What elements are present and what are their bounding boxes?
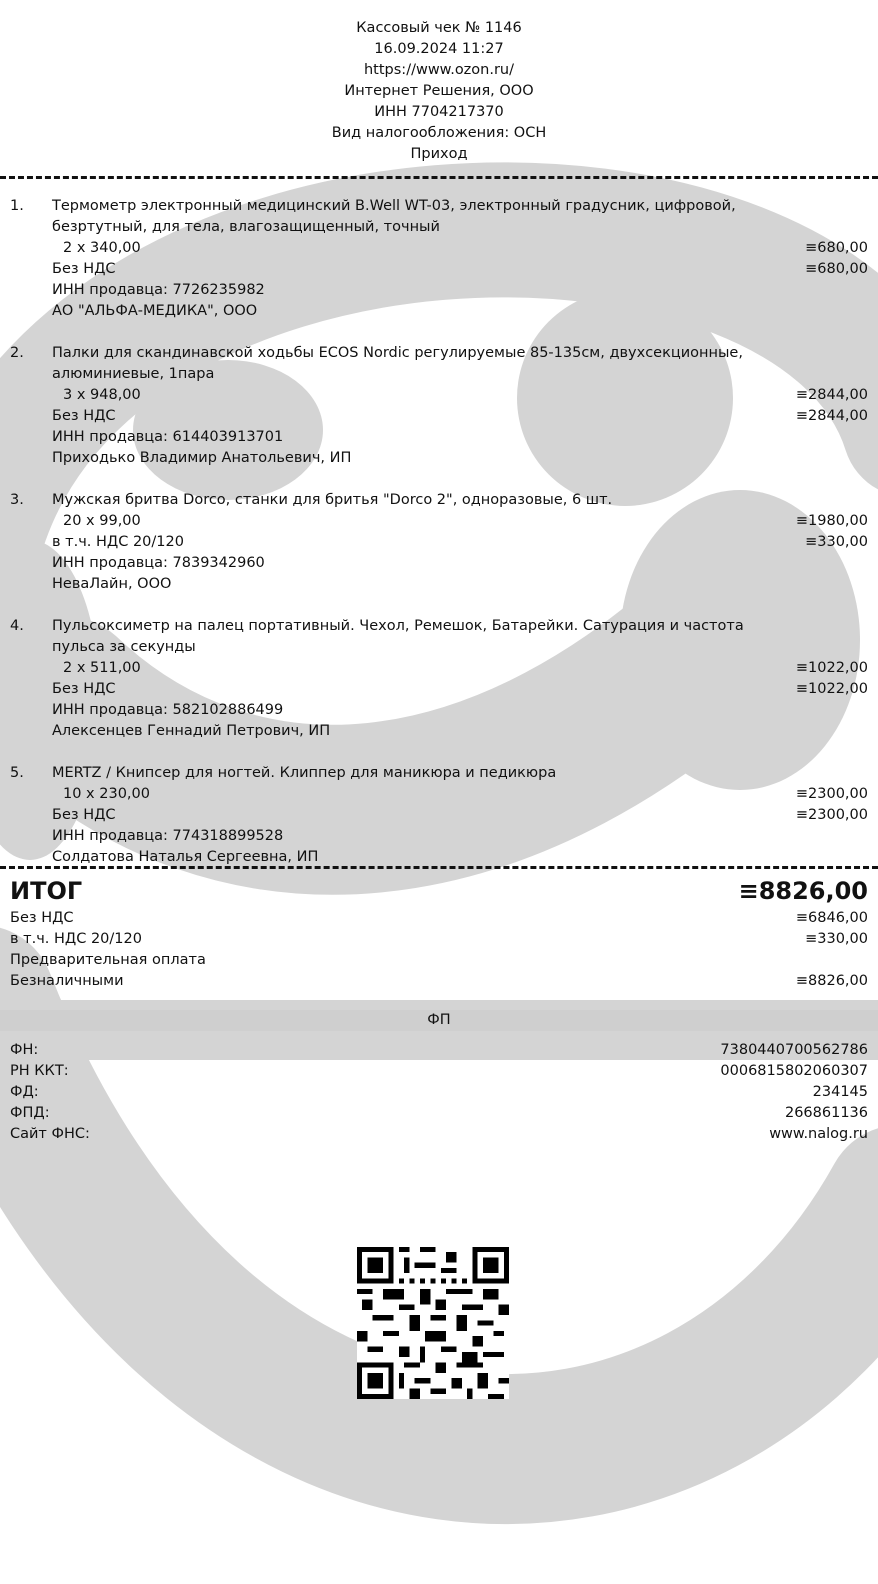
item-sum: ≡1980,00 [795,513,868,529]
item-vat: Без НДС [52,807,116,823]
fiscal-value: 7380440700562786 [720,1042,868,1058]
list-item [0,343,878,469]
item-seller: Алексенцев Геннадий Петрович, ИП [52,723,331,739]
item-vat: Без НДС [52,408,116,424]
item-sum: ≡2300,00 [795,786,868,802]
item-vat-sum: ≡2300,00 [795,807,868,823]
totals-row-label: Без НДС [10,910,74,926]
item-seller-inn: ИНН продавца: 7839342960 [52,555,265,571]
totals-section [10,876,868,992]
list-item [0,490,878,595]
items-list [0,196,878,889]
totals-row-label: Предварительная оплата [10,952,206,968]
item-name: MERTZ / Книпсер для ногтей. Клиппер для маникюра и педикюра [52,765,557,781]
fiscal-label: РН ККТ: [10,1063,69,1079]
fiscal-value: 266861136 [784,1105,868,1121]
totals-row-value: ≡330,00 [805,931,868,947]
item-vat: в т.ч. НДС 20/120 [52,534,184,550]
item-seller: НеваЛайн, ООО [52,576,172,592]
item-vat: Без НДС [52,681,116,697]
item-number: 3. [10,492,24,508]
fiscal-label: ФПД: [10,1105,50,1121]
item-seller-inn: ИНН продавца: 7726235982 [52,282,265,298]
fiscal-value: 234145 [812,1084,868,1100]
merchant-inn: ИНН 7704217370 [374,104,504,120]
list-item [0,763,878,868]
merchant-company: Интернет Решения, ООО [344,83,534,99]
item-name: безртутный, для тела, влагозащищенный, точный [52,219,440,235]
item-seller-inn: ИНН продавца: 582102886499 [52,702,284,718]
divider [0,866,878,869]
item-seller-inn: ИНН продавца: 774318899528 [52,828,284,844]
receipt-header [0,0,878,165]
item-seller: Приходько Владимир Анатольевич, ИП [52,450,352,466]
item-quantity-price: 20 х 99,00 [63,513,141,529]
fiscal-value: www.nalog.ru [769,1126,868,1142]
item-vat-sum: ≡2844,00 [795,408,868,424]
item-seller: АО "АЛЬФА-МЕДИКА", ООО [52,303,258,319]
item-vat-sum: ≡330,00 [805,534,868,550]
qr-code-icon [357,1247,509,1399]
item-name: Мужская бритва Dorco, станки для бритья "Dorco 2", одноразовые, 6 шт. [52,492,613,508]
list-item [0,196,878,322]
item-vat-sum: ≡680,00 [805,261,868,277]
item-number: 4. [10,618,24,634]
totals-row-value: ≡8826,00 [795,973,868,989]
item-seller: Солдатова Наталья Сергеевна, ИП [52,849,319,865]
tax-system: Вид налогообложения: ОСН [331,125,547,141]
item-quantity-price: 3 х 948,00 [63,387,141,403]
item-quantity-price: 10 х 230,00 [63,786,150,802]
fiscal-data [10,1040,868,1145]
item-seller-inn: ИНН продавца: 614403913701 [52,429,284,445]
receipt-datetime: 16.09.2024 11:27 [374,41,504,57]
item-quantity-price: 2 х 340,00 [63,240,141,256]
item-name: алюминиевые, 1пара [52,366,215,382]
item-name: Пульсоксиметр на палец портативный. Чехол, Ремешок, Батарейки. Сатурация и частота [52,618,744,634]
list-item [0,616,878,742]
item-number: 2. [10,345,24,361]
merchant-website: https://www.ozon.ru/ [363,62,515,78]
item-sum: ≡2844,00 [795,387,868,403]
totals-row-value: ≡6846,00 [795,910,868,926]
item-vat-sum: ≡1022,00 [795,681,868,697]
item-vat: Без НДС [52,261,116,277]
fiscal-value: 0006815802060307 [720,1063,868,1079]
receipt-title: Кассовый чек № 1146 [356,20,522,36]
total-label: ИТОГ [10,877,83,905]
item-sum: ≡1022,00 [795,660,868,676]
totals-row-label: в т.ч. НДС 20/120 [10,931,142,947]
item-quantity-price: 2 х 511,00 [63,660,141,676]
item-name: Термометр электронный медицинский B.Well WT-03, электронный градусник, цифровой, [52,198,736,214]
fiscal-label: ФН: [10,1042,39,1058]
item-sum: ≡680,00 [805,240,868,256]
item-name: Палки для скандинавской ходьбы ECOS Nordic регулируемые 85-135см, двухсекционные, [52,345,743,361]
item-number: 5. [10,765,24,781]
item-name: пульса за секунды [52,639,196,655]
item-number: 1. [10,198,24,214]
divider [0,176,878,179]
operation-type: Приход [410,146,468,162]
fiscal-label: Сайт ФНС: [10,1126,90,1142]
fiscal-label: ФД: [10,1084,39,1100]
totals-row-label: Безналичными [10,973,124,989]
fp-bar: ФП [0,1010,878,1031]
total-amount: ≡8826,00 [738,877,868,905]
